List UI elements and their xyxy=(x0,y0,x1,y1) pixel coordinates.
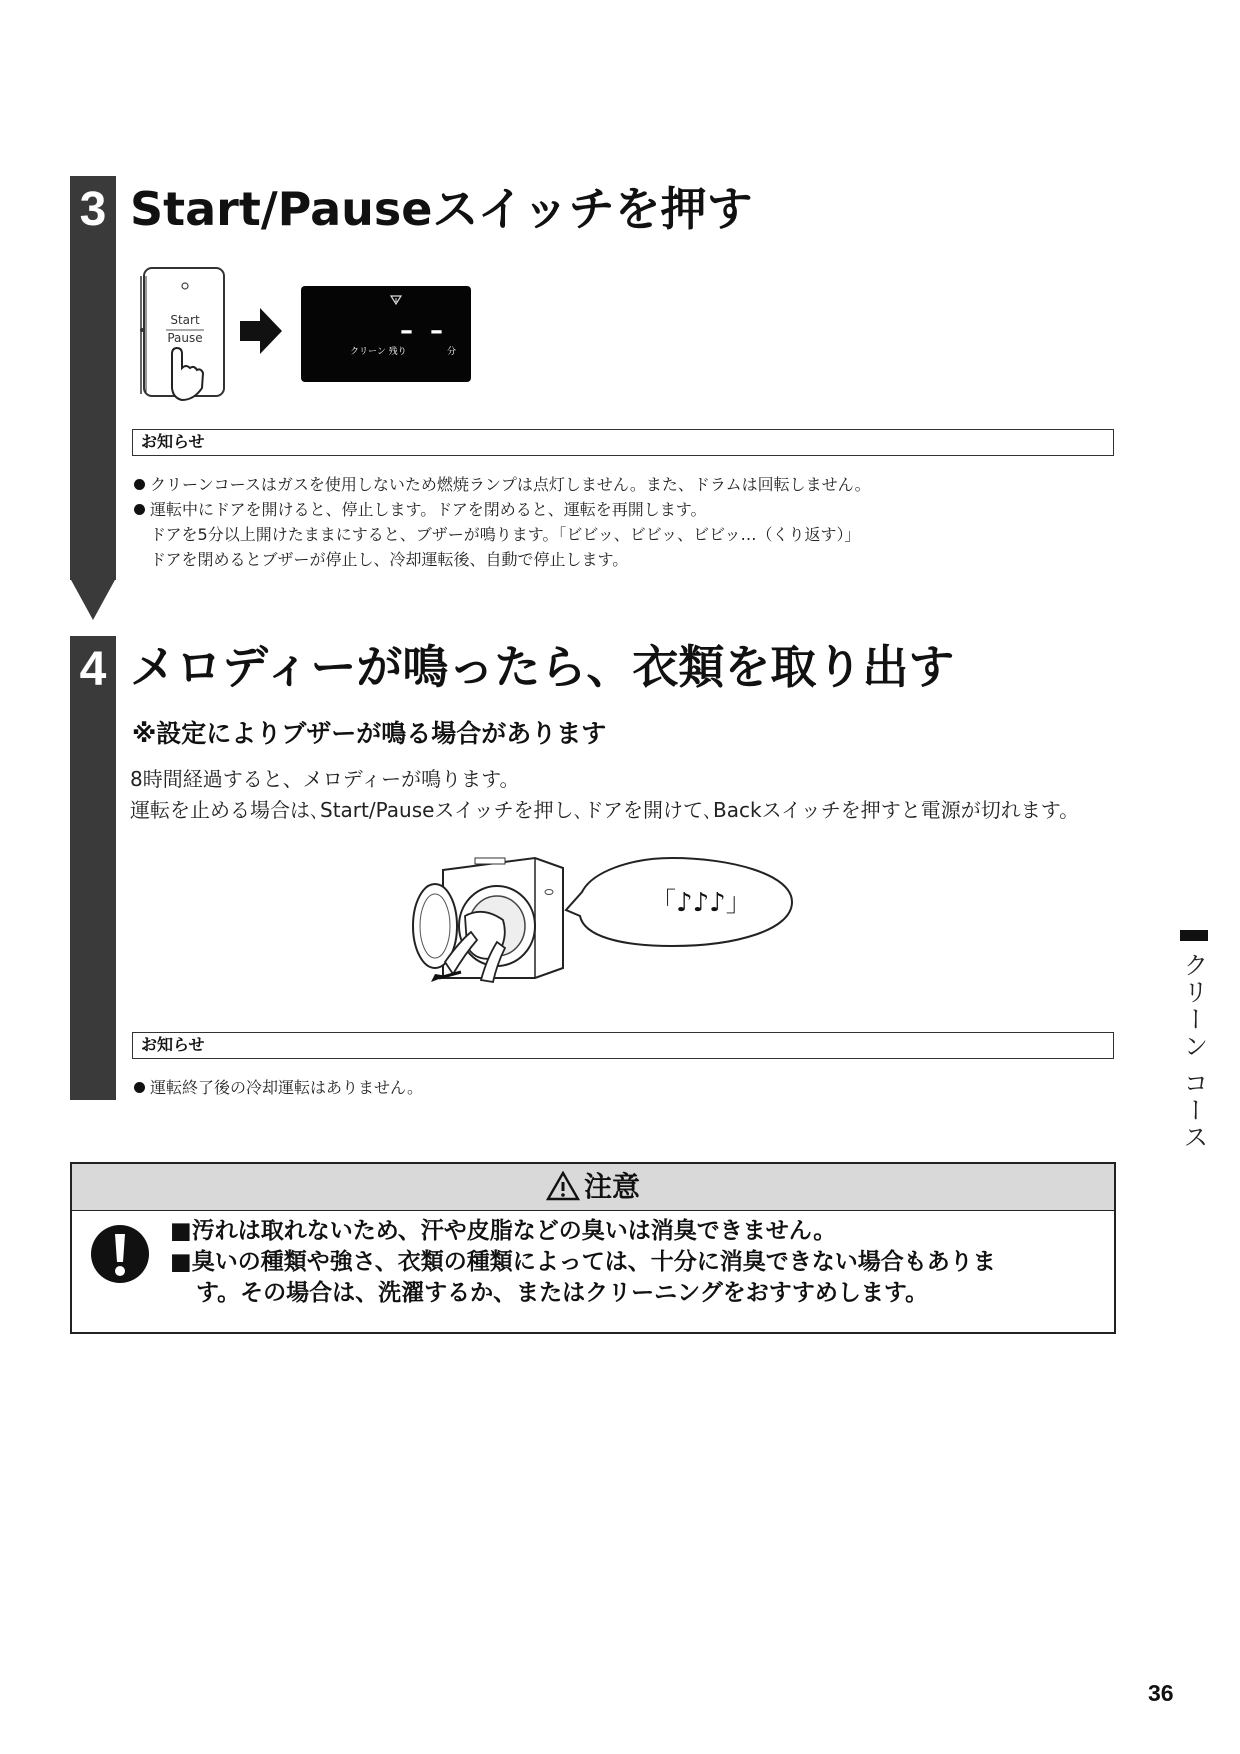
notice-header: お知らせ xyxy=(132,1032,1114,1059)
step-number: 3 xyxy=(79,183,107,236)
caution-text xyxy=(170,1216,996,1309)
display-label: クリーン 残り xyxy=(350,347,407,357)
caution-line: す。その場合は、洗濯するか、またはクリーニングをおすすめします。 xyxy=(196,1280,929,1306)
list-item: 運転中にドアを開けると、停止します。ドアを閉めると、運転を再開します。 xyxy=(134,497,871,522)
washer-illustration xyxy=(405,850,570,985)
step-body xyxy=(130,764,1079,826)
drop-indicator-icon xyxy=(390,295,402,307)
caution-header xyxy=(72,1164,1114,1211)
exclamation-icon xyxy=(90,1224,150,1284)
list-item: クリーンコースはガスを使用しないため燃焼ランプは点灯しません。また、ドラムは回転しません。 xyxy=(134,472,871,497)
step-rail xyxy=(70,636,116,1100)
step-number: 4 xyxy=(79,643,107,696)
speech-text: 「♪♪♪」 xyxy=(650,888,752,918)
step-subheading: ※設定によりブザーが鳴る場合があります xyxy=(132,719,607,748)
step-title: メロディーが鳴ったら、衣類を取り出す xyxy=(130,640,955,694)
display-unit: 分 xyxy=(447,347,457,357)
display-value: – – xyxy=(400,316,448,346)
list-item-detail: ドアを5分以上開けたままにすると、ブザーが鳴ります。「ビビッ、ビビッ、ビビッ…（くり返す）」 xyxy=(150,525,861,544)
list-item: 運転終了後の冷却運転はありません。 xyxy=(134,1075,423,1100)
side-tab-marker xyxy=(1180,930,1208,941)
notice-header: お知らせ xyxy=(132,429,1114,456)
body-line: 運転を止める場合は､Start/Pauseスイッチを押し､ドアを開けて､Backスイッチを押すと電源が切れます。 xyxy=(130,798,1080,822)
warning-triangle-icon xyxy=(546,1171,580,1201)
caution-title: 注意 xyxy=(583,1170,640,1203)
caution-line: ■汚れは取れないため、汗や皮脂などの臭いは消臭できません。 xyxy=(170,1218,837,1244)
list-item-detail: ドアを閉めるとブザーが停止し、冷却運転後、自動で停止します。 xyxy=(150,550,629,569)
notice-list xyxy=(134,472,871,572)
step-title: Start/Pauseスイッチを押す xyxy=(130,182,753,236)
step-rail xyxy=(70,176,116,580)
step-arrow xyxy=(70,578,116,620)
page-number: 36 xyxy=(1148,1680,1174,1706)
right-arrow-icon xyxy=(240,308,282,354)
side-tab-label: クリーン コース xyxy=(1180,952,1209,1151)
pause-label: Pause xyxy=(167,331,203,345)
start-label: Start xyxy=(170,313,200,327)
notice-list xyxy=(134,1075,423,1100)
body-line: 8時間経過すると、メロディーが鳴ります。 xyxy=(130,767,520,791)
caution-line: ■臭いの種類や強さ、衣類の種類によっては、十分に消臭できない場合もありま xyxy=(170,1249,996,1275)
